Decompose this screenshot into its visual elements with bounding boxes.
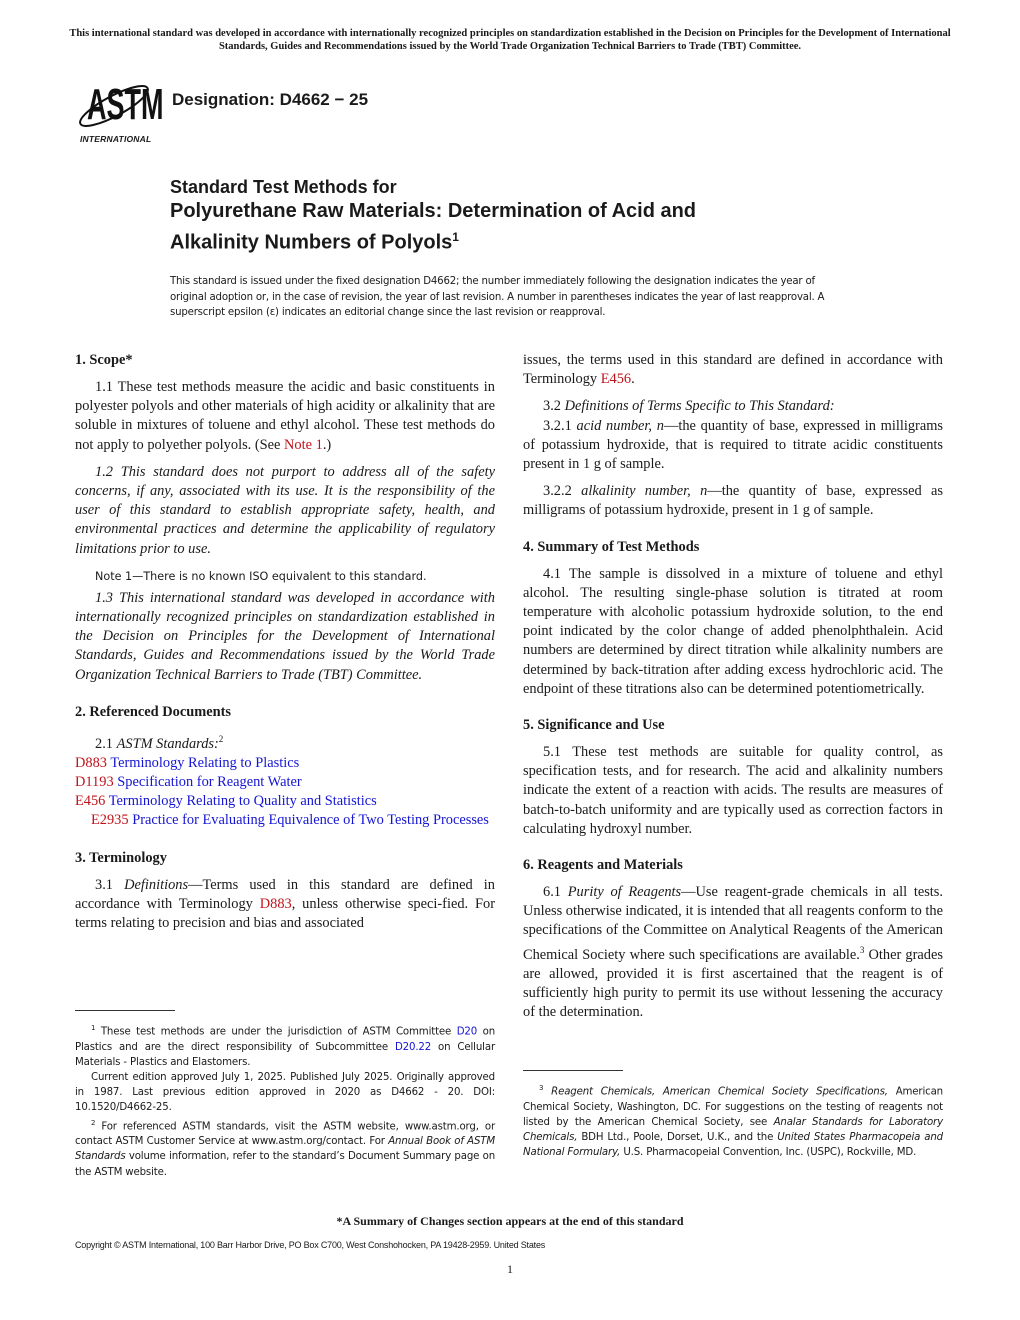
- copyright: Copyright © ASTM International, 100 Barr Harbor Drive, PO Box C700, West Conshohocken, PA 19428-2959. United States: [75, 1240, 546, 1250]
- left-footnotes: [75, 1021, 495, 1180]
- logo-label: INTERNATIONAL: [80, 134, 152, 144]
- footnote-rule-left: [75, 1010, 175, 1011]
- note-1-link[interactable]: Note 1: [284, 436, 323, 453]
- footnote-1-edition: Current edition approved July 1, 2025. Published July 2025. Originally approved in 1987. Last previous edition approved in 2020 as D4662 - 20. DOI: 10.1520/D4662-25.: [75, 1072, 495, 1114]
- ref-item[interactable]: E456 Terminology Relating to Quality and Statistics: [75, 793, 377, 810]
- para-1-1: 1.1 These test methods measure the acidic and basic constituents in polyester polyols and other materials of high acidity or alkalinity that are soluble in mixtures of toluene and ethyl alcohol. These test methods do not apply to polyether polyols. (See Note 1.): [75, 379, 496, 453]
- astm-logo: [72, 78, 162, 146]
- summary-of-changes-note: *A Summary of Changes section appears at the end of this standard: [336, 1214, 684, 1228]
- section-3-heading: 3. Terminology: [75, 849, 167, 866]
- para-3-2-2: 3.2.2 alkalinity number, n—the quantity of base, expressed as milligrams of potassium hydroxide, present in 1 g of sample.: [523, 483, 943, 519]
- note-1: Note 1—There is no known ISO equivalent to this standard.: [95, 569, 427, 583]
- para-6-1: 6.1 Purity of Reagents—Use reagent-grade chemicals in all tests. Unless otherwise indicated, it is intended that all reagents conform to the specifications of the Committee on Analytical Reagents of the American Chemical Society where such specifications are available.$^3$ Other grades are allowed, provided it is first ascertained that the reagent is of sufficiently high purity to permit its use without lessening the accuracy of the determination.: [523, 884, 943, 1021]
- section-4-heading: 4. Summary of Test Methods: [523, 538, 700, 555]
- referenced-list: [75, 754, 495, 831]
- footnote-rule-right: [523, 1070, 623, 1071]
- title-line-1: Standard Test Methods for: [170, 177, 397, 197]
- page-number: 1: [507, 1262, 513, 1276]
- para-2-1: 2.1 ASTM Standards:$^2$: [95, 733, 224, 752]
- e456-link[interactable]: E456: [600, 371, 632, 388]
- d20-22-link[interactable]: D20.22: [394, 1041, 432, 1053]
- title-line-2: Polyurethane Raw Materials: Determination of Acid and: [170, 200, 697, 222]
- designation: Designation: D4662 − 25: [172, 90, 369, 109]
- para-1-3: 1.3 This international standard was developed in accordance with internationally recognized principles on standardization established in the Decision on Principles for the Development of International Standards, Guides and Recommendations issued by the World Trade Organization Technical Barriers to Trade (TBT) Committee.: [75, 589, 495, 683]
- para-4-1: 4.1 The sample is dissolved in a mixture of toluene and ethyl alcohol. The resulting single-phase solution is titrated at room temperature with alcoholic potassium hydroxide solution, to the end point indicated by the color change of added phenolphthalein. Acid numbers are determined by direct titration while alkalinity numbers are determined by back-titration after adding excess hydrochloric acid. The endpoint of these titrations also can be determined potentiometrically.: [523, 565, 943, 697]
- ref-item[interactable]: E2935 Practice for Evaluating Equivalence of Two Testing Processes: [91, 812, 489, 829]
- ref-item[interactable]: D1193 Specification for Reagent Water: [75, 774, 302, 791]
- title-footnote-mark: 1: [452, 230, 459, 244]
- footnote-2: $^2$ For referenced ASTM standards, visit the ASTM website, www.astm.org, or contact ASTM Customer Service at www.astm.org/contact. For Annual Book of ASTM Standards volume information, refer to the standard’s Document Summary page on the ASTM website.: [75, 1118, 495, 1178]
- top-notice: This international standard was developed in accordance with internationally recognized principles on standardization established in the Decision on Principles for the Development of International Standards, Guides and Recommendations issued by the World Trade Organization Technical Barriers to Trade (TBT) Committee.: [69, 28, 951, 52]
- para-3-1-cont: issues, the terms used in this standard are defined in accordance with Terminology E456.: [523, 352, 943, 388]
- issuance-statement: This standard is issued under the fixed designation D4662; the number immediately following the designation indicates the year of original adoption or, in the case of revision, the year of last revision. A number in parentheses indicates the year of last reapproval. A superscript epsilon (ε) indicates an editorial change since the last revision or reapproval.: [170, 276, 825, 318]
- section-5-heading: 5. Significance and Use: [523, 717, 665, 734]
- para-3-2-1: 3.2.1 acid number, n—the quantity of base, expressed in milligrams of potassium hydroxide, that is required to titrate acidic constituents present in 1 g of sample.: [523, 417, 943, 473]
- section-1-heading: 1. Scope*: [75, 352, 133, 368]
- section-6-heading: 6. Reagents and Materials: [523, 857, 683, 874]
- d883-link[interactable]: D883: [259, 895, 292, 912]
- right-column: [523, 351, 943, 1022]
- right-footnotes: [523, 1081, 943, 1160]
- para-3-2: 3.2 Definitions of Terms Specific to This Standard:: [543, 398, 835, 415]
- footnote-3: $^3$ Reagent Chemicals, American Chemical Society Specifications, American Chemical Society, Washington, DC. For suggestions on the testing of reagents not listed by the American Chemical Society, see Analar Standards for Laboratory Chemicals, BDH Ltd., Poole, Dorset, U.K., and the United States Pharmacopeia and National Formulary, U.S. Pharmacopeial Convention, Inc. (USPC), Rockville, MD.: [523, 1084, 943, 1159]
- document-title: [170, 176, 890, 256]
- svg-text:ASTM: ASTM: [87, 79, 162, 129]
- title-line-3: Alkalinity Numbers of Polyols: [170, 231, 453, 254]
- para-5-1: 5.1 These test methods are suitable for quality control, as specification tests, and for research. The acid and alkalinity numbers indicate the extent of a reaction with acids. The results are measures of batch-to-batch uniformity and are typically used as correction factors in calculating hydroxyl number.: [523, 744, 943, 837]
- d20-link[interactable]: D20: [456, 1026, 478, 1038]
- section-2-heading: 2. Referenced Documents: [75, 703, 231, 720]
- para-1-2: 1.2 This standard does not purport to address all of the safety concerns, if any, associated with its use. It is the responsibility of the user of this standard to establish appropriate safety, health, and environmental practices and determine the applicability of regulatory limitations prior to use.: [75, 463, 495, 557]
- para-3-1: 3.1 Definitions—Terms used in this standard are defined in accordance with Terminology D883, unless otherwise speci-fied. For terms relating to precision and bias and associated: [75, 876, 496, 932]
- footnote-1: $^1$ These test methods are under the jurisdiction of ASTM Committee D20 on Plastics and are the direct responsibility of Subcommittee D20.22 on Cellular Materials - Plastics and Elastomers.: [75, 1024, 496, 1068]
- ref-item[interactable]: D883 Terminology Relating to Plastics: [75, 754, 300, 771]
- left-column: [75, 351, 495, 933]
